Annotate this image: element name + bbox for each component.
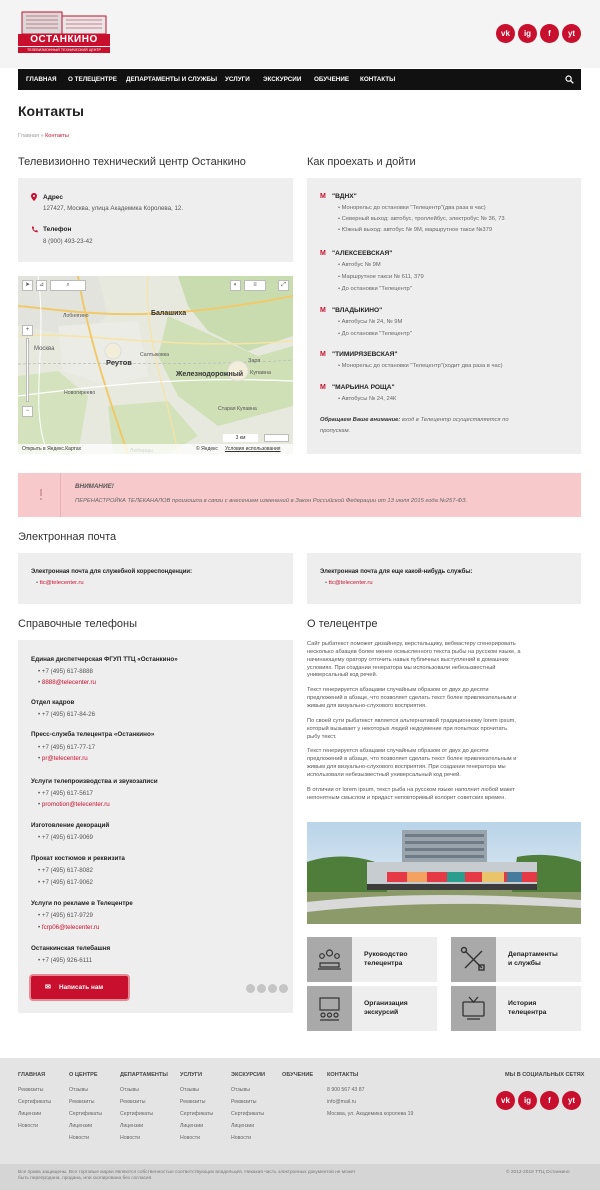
map-scale: 3 км	[223, 434, 258, 442]
contact-info-box	[18, 178, 293, 262]
phone-line: • +7 (495) 617-77-17	[38, 744, 96, 751]
footer-link[interactable]: Реквизиты	[18, 1087, 44, 1093]
nav-item-contacts[interactable]: КОНТАКТЫ	[360, 76, 396, 83]
footer-col-head[interactable]: ДЕПАРТАМЕНТЫ	[120, 1072, 168, 1078]
route-line: • Северный выход: автобус, троллейбус, электробус № 36, 73	[338, 216, 505, 222]
footer-col-about	[69, 1072, 102, 1141]
logo[interactable]	[18, 10, 110, 56]
footer-link[interactable]: Новости	[69, 1135, 90, 1141]
tile-excursions[interactable]	[307, 986, 437, 1031]
metro-icon: М	[320, 351, 326, 358]
footer-col-head[interactable]: ОБУЧЕНИЕ	[282, 1072, 314, 1078]
footer-social-title: МЫ В СОЦИАЛЬНЫХ СЕТЯХ	[505, 1072, 585, 1078]
about-paragraph: В отличии от lorem ipsum, текст рыба на русском языке наполнит любой макет непонятным смыслом и придаст неповторимый колорит советских времен.	[307, 786, 515, 801]
phone-group-title: Услуги телепроизводства и звукозаписи	[31, 778, 158, 785]
map-pin-icon	[31, 193, 37, 201]
footer-link[interactable]: Реквизиты	[180, 1099, 206, 1105]
alert-banner	[18, 473, 581, 517]
route-box	[307, 178, 581, 454]
phone-line: • +7 (495) 617-84-26	[38, 711, 96, 718]
footer-link[interactable]: Реквизиты	[231, 1099, 257, 1105]
map-copyright: © Яндекс	[196, 446, 218, 452]
phone-line: • +7 (495) 617-8082	[38, 867, 93, 874]
phone-line[interactable]: • promotion@telecenter.ru	[38, 801, 110, 808]
route-line: • Автобус № 9М	[338, 262, 381, 268]
about-paragraph: По своей сути рыбатекст является альтернативой традиционному lorem ipsum, который вызывает у некоторых людей недоумение при попытках прочитать рыбу текст.	[307, 717, 516, 740]
share-vk-icon[interactable]	[246, 984, 255, 993]
share-odnoklassniki-icon[interactable]	[279, 984, 288, 993]
yandex-map[interactable]	[18, 276, 293, 454]
tile-label: Руководство телецентра	[364, 951, 408, 967]
youtube-icon[interactable]: yt	[562, 24, 581, 43]
phone-group-title: Отдел кадров	[31, 699, 75, 706]
footer-link[interactable]: Сертификаты	[18, 1099, 52, 1105]
map-label-saltykovka: Салтыковка	[140, 352, 170, 358]
write-us-button[interactable]	[31, 976, 128, 999]
envelope-icon: ✉	[45, 984, 51, 991]
phone-line: • +7 (495) 617-9069	[38, 834, 93, 841]
tile-management[interactable]	[307, 937, 437, 982]
phone-group-title: Услуги по рекламе в Телецентре	[31, 900, 133, 907]
map-geolocation-button[interactable]: ➤	[22, 280, 33, 291]
route-line: • До остановки "Телецентр"	[338, 331, 412, 337]
email-section-title: Электронная почта	[18, 531, 117, 543]
phone-label: Телефон	[43, 226, 72, 233]
address-label: Адрес	[43, 194, 63, 201]
tile-label: История телецентра	[508, 1000, 547, 1016]
route-line: • Монорельс до остановки "Телецентр"(ходит два раза в час)	[338, 363, 503, 369]
phone-line: • +7 (495) 617-5617	[38, 790, 93, 797]
instagram-icon[interactable]: ig	[518, 24, 537, 43]
page-title: Контакты	[18, 103, 85, 119]
footer-link[interactable]: Отзывы	[231, 1087, 251, 1093]
metro-icon: М	[320, 307, 326, 314]
contacts-section-title: Телевизионно технический центр Останкино	[18, 156, 246, 168]
map-label-reutov: Реутов	[106, 358, 132, 367]
map-label-lobnyagino: Лобнягино	[63, 313, 89, 319]
nav-item-home[interactable]: ГЛАВНАЯ	[26, 76, 57, 83]
nav-item-services[interactable]: УСЛУГИ	[225, 76, 250, 83]
about-paragraph: Текст генерируется абзацами случайным образом от двух до десяти предложений в абзаце, что позволяет сделать текст более привлекательным и живым для визуально-слухового восприятия. При создании генератора мы использовали небезызвестный универсальный код речей.	[307, 748, 517, 779]
map-zoom-in-button[interactable]: +	[22, 325, 33, 336]
map-search-button[interactable]: ⌕	[50, 280, 86, 291]
facebook-icon[interactable]: f	[540, 24, 559, 43]
share-facebook-icon[interactable]	[257, 984, 266, 993]
breadcrumb-current: Контакты	[45, 133, 69, 139]
footer-link[interactable]: Новости	[18, 1123, 39, 1129]
map-open-yandex-link[interactable]: Открыть в Яндекс.Картах	[22, 446, 82, 452]
footer-link[interactable]: Новости	[120, 1135, 141, 1141]
footer-address: Москва, ул. Академика королева 19	[327, 1111, 414, 1117]
phone-group-title: Изготовление декораций	[31, 822, 110, 829]
nav-item-excursions[interactable]: ЭКСКУРСИИ	[263, 76, 302, 83]
metro-icon: М	[320, 384, 326, 391]
footer-col-head[interactable]: О ЦЕНТРЕ	[69, 1072, 98, 1078]
email-label: Электронная почта для служебной корреспонденции:	[31, 569, 193, 575]
phones-section-title: Справочные телефоны	[18, 618, 137, 630]
tile-label: Департаменты и службы	[508, 951, 558, 967]
phone-line[interactable]: • fcrp06@telecenter.ru	[38, 924, 100, 931]
tv-icon	[451, 986, 496, 1031]
route-note-continued: пропускам.	[320, 428, 351, 434]
route-line: • Автобусы № 24, 24К	[338, 396, 397, 402]
write-us-button-label: Написать нам	[59, 984, 104, 991]
phone-line: • +7 (495) 926-6111	[38, 957, 93, 964]
map-label-balashikha: Балашиха	[151, 310, 187, 317]
map-tiles	[18, 276, 293, 454]
about-text	[307, 641, 581, 803]
map-label-novogireevo: Новогиреево	[64, 390, 96, 396]
logo-subtext: ТЕЛЕВИЗИОННЫЙ ТЕХНИЧЕСКИЙ ЦЕНТР	[27, 48, 101, 52]
map-zoom-slider[interactable]	[26, 338, 29, 402]
footer-facebook-icon[interactable]: f	[540, 1091, 559, 1110]
footer-copyright: © 2012-2018 ТТЦ Останкино	[506, 1170, 570, 1175]
map-ruler-toggle[interactable]	[264, 434, 289, 442]
email-link[interactable]: • ttc@telecenter.ru	[36, 580, 84, 586]
footer	[0, 1058, 600, 1190]
breadcrumb-separator: »	[40, 133, 44, 139]
phone-line: • +7 (495) 617-8888	[38, 668, 93, 675]
station-name: "ВДНХ"	[332, 193, 357, 200]
metro-icon: М	[320, 193, 326, 200]
header	[0, 0, 600, 68]
warning-icon	[34, 487, 48, 501]
footer-youtube-icon[interactable]: yt	[562, 1091, 581, 1110]
map-label-zheleznodorozhny: Железнодорожный	[176, 371, 244, 378]
footer-link[interactable]: Сертификаты	[69, 1111, 103, 1117]
footer-link[interactable]: Новости	[231, 1135, 252, 1141]
route-line: • Монорельс до остановки "Телецентр"(два раза в час)	[338, 205, 486, 211]
footer-link[interactable]: Отзывы	[120, 1087, 140, 1093]
footer-link[interactable]: Реквизиты	[120, 1099, 146, 1105]
station-name: "АЛЕКСЕЕВСКАЯ"	[332, 250, 393, 257]
footer-link[interactable]: Лицензии	[180, 1123, 204, 1129]
address-value: 127427, Москва, улица Академика Королева, 12.	[43, 205, 184, 212]
map-traffic-button[interactable]: ◐	[230, 280, 241, 291]
footer-col-contacts	[327, 1072, 413, 1117]
phone-group-title: Пресс-служба телецентра «Останкино»	[31, 731, 155, 738]
route-line: • Южный выход: автобус № 9М, маршрутное такси №379	[338, 227, 493, 233]
vk-icon[interactable]: vk	[496, 24, 515, 43]
tools-icon	[451, 937, 496, 982]
footer-link[interactable]: Отзывы	[69, 1087, 89, 1093]
phone-group-title: Единая диспетчерская ФГУП ТТЦ «Останкино»	[31, 656, 178, 663]
phone-line[interactable]: • pr@telecenter.ru	[38, 755, 88, 762]
phones-box	[18, 640, 293, 1013]
main-nav	[18, 69, 581, 90]
nav-item-education[interactable]: ОБУЧЕНИЕ	[314, 76, 350, 83]
alert-title: ВНИМАНИЕ!	[75, 483, 114, 490]
phone-line: • +7 (495) 617-9062	[38, 879, 93, 886]
nav-item-departments[interactable]: ДЕПАРТАМЕНТЫ И СЛУЖБЫ	[126, 76, 218, 83]
about-paragraph: Текст генерируется абзацами случайным образом от двух до десяти предложений в абзаце, что позволяет сделать текст более привлекательным и живым для визуально-слухового восприятия.	[307, 687, 517, 710]
footer-link[interactable]: Отзывы	[180, 1087, 200, 1093]
map-layers-button[interactable]: ≡	[244, 280, 266, 291]
route-line: • Автобусы № 24, № 9М	[338, 319, 403, 325]
footer-col-departments	[120, 1072, 168, 1141]
route-note: Обращаем Ваше внимание: вход в Телецентр осуществляется по	[320, 417, 509, 423]
footer-link[interactable]: Реквизиты	[69, 1099, 95, 1105]
footer-phone[interactable]: 8 900 567 43 87	[327, 1087, 365, 1093]
footer-link[interactable]: Лицензии	[18, 1111, 42, 1117]
share-twitter-icon[interactable]	[268, 984, 277, 993]
phone-group-title: Прокат костюмов и реквизита	[31, 855, 125, 862]
route-section-title: Как проехать и дойти	[307, 156, 416, 168]
email-box-left	[18, 553, 293, 604]
nav-item-about[interactable]: О ТЕЛЕЦЕНТРЕ	[68, 76, 117, 83]
about-section-title: О телецентре	[307, 618, 378, 630]
map-terms-link[interactable]: Условия использования	[225, 446, 281, 452]
tile-history[interactable]	[451, 986, 581, 1031]
about-paragraph: Сайт рыбатекст поможет дизайнеру, верстальщику, вебмастеру сгенерировать несколько абзацев более менее осмысленного текста рыбы на русском языке, а начинающему оратору отточить навык публичных выступлений в домашних условиях. При создании генератора мы использовали небезызвестный универсальный код речей.	[307, 641, 521, 679]
breadcrumb-home[interactable]: Главная	[18, 133, 39, 139]
map-fullscreen-button[interactable]: ⤢	[278, 280, 289, 291]
search-icon[interactable]	[565, 75, 574, 84]
email-link[interactable]: • ttc@telecenter.ru	[325, 580, 373, 586]
map-zoom-out-button[interactable]: −	[22, 406, 33, 417]
map-ruler-button[interactable]: ⊿	[36, 280, 47, 291]
footer-col-head[interactable]: КОНТАКТЫ	[327, 1072, 359, 1078]
telecenter-building-image	[307, 822, 581, 924]
tile-label: Организация экскурсий	[364, 1000, 408, 1016]
footer-col-education	[282, 1072, 313, 1078]
footer-vk-icon[interactable]: vk	[496, 1091, 515, 1110]
excursion-icon	[307, 986, 352, 1031]
phone-icon	[31, 226, 38, 233]
breadcrumb	[18, 133, 69, 139]
route-line: • Маршрутное такси № 611, 379	[338, 274, 424, 280]
footer-col-services	[180, 1072, 213, 1141]
metro-icon: М	[320, 250, 326, 257]
phone-value: 8 (900) 493-23-42	[43, 238, 93, 245]
phone-group-title: Останкинская телебашня	[31, 945, 111, 952]
footer-link[interactable]: Сертификаты	[180, 1111, 214, 1117]
footer-col-home	[18, 1072, 51, 1129]
footer-col-excursions	[231, 1072, 265, 1141]
station-name: "ВЛАДЫКИНО"	[332, 307, 383, 314]
route-line: • До остановки "Телецентр"	[338, 286, 412, 292]
footer-link[interactable]: Новости	[180, 1135, 201, 1141]
footer-link[interactable]: Лицензии	[120, 1123, 144, 1129]
tile-departments[interactable]	[451, 937, 581, 982]
map-label-staraya-kupavna: Старая Купавна	[218, 406, 257, 412]
phone-line: • +7 (495) 617-9729	[38, 912, 93, 919]
footer-col-head[interactable]: УСЛУГИ	[180, 1072, 202, 1078]
footer-link[interactable]: Лицензии	[231, 1123, 255, 1129]
map-label-moscow: Москва	[34, 346, 55, 352]
alert-text: ПЕРЕНАСТРОЙКА ТЕЛЕКАНАЛОВ произошла в связи с внесением изменений в Закон Российской Федерации от 13 июля 2015 года №257-ФЗ.	[75, 498, 468, 504]
alert-divider	[60, 473, 61, 517]
email-label: Электронная почта для еще какой-нибудь службы:	[320, 569, 473, 575]
footer-col-head[interactable]: ГЛАВНАЯ	[18, 1072, 46, 1078]
footer-col-head[interactable]: ЭКСКУРСИИ	[231, 1072, 266, 1078]
station-name: "МАРЬИНА РОЩА"	[332, 384, 395, 391]
email-box-right	[307, 553, 581, 604]
station-name: "ТИМИРЯЗЕВСКАЯ"	[332, 351, 398, 358]
footer-email[interactable]: info@mail.ru	[327, 1099, 357, 1105]
footer-instagram-icon[interactable]: ig	[518, 1091, 537, 1110]
footer-rights: Все права защищены. Все торговые марки являются собственностью соответствующих владельцев. Никакая часть электронных документов не может быть перепродана, продана, или скопирована без согласия.	[18, 1170, 356, 1182]
footer-link[interactable]: Лицензии	[69, 1123, 93, 1129]
map-label-kupavna: Купавна	[250, 370, 272, 376]
footer-link[interactable]: Сертификаты	[231, 1111, 265, 1117]
management-icon	[307, 937, 352, 982]
map-label-zarya: Заря	[248, 358, 261, 364]
footer-link[interactable]: Сертификаты	[120, 1111, 154, 1117]
logo-text: ОСТАНКИНО	[30, 34, 98, 45]
phone-line[interactable]: • 8888@telecenter.ru	[38, 679, 96, 686]
